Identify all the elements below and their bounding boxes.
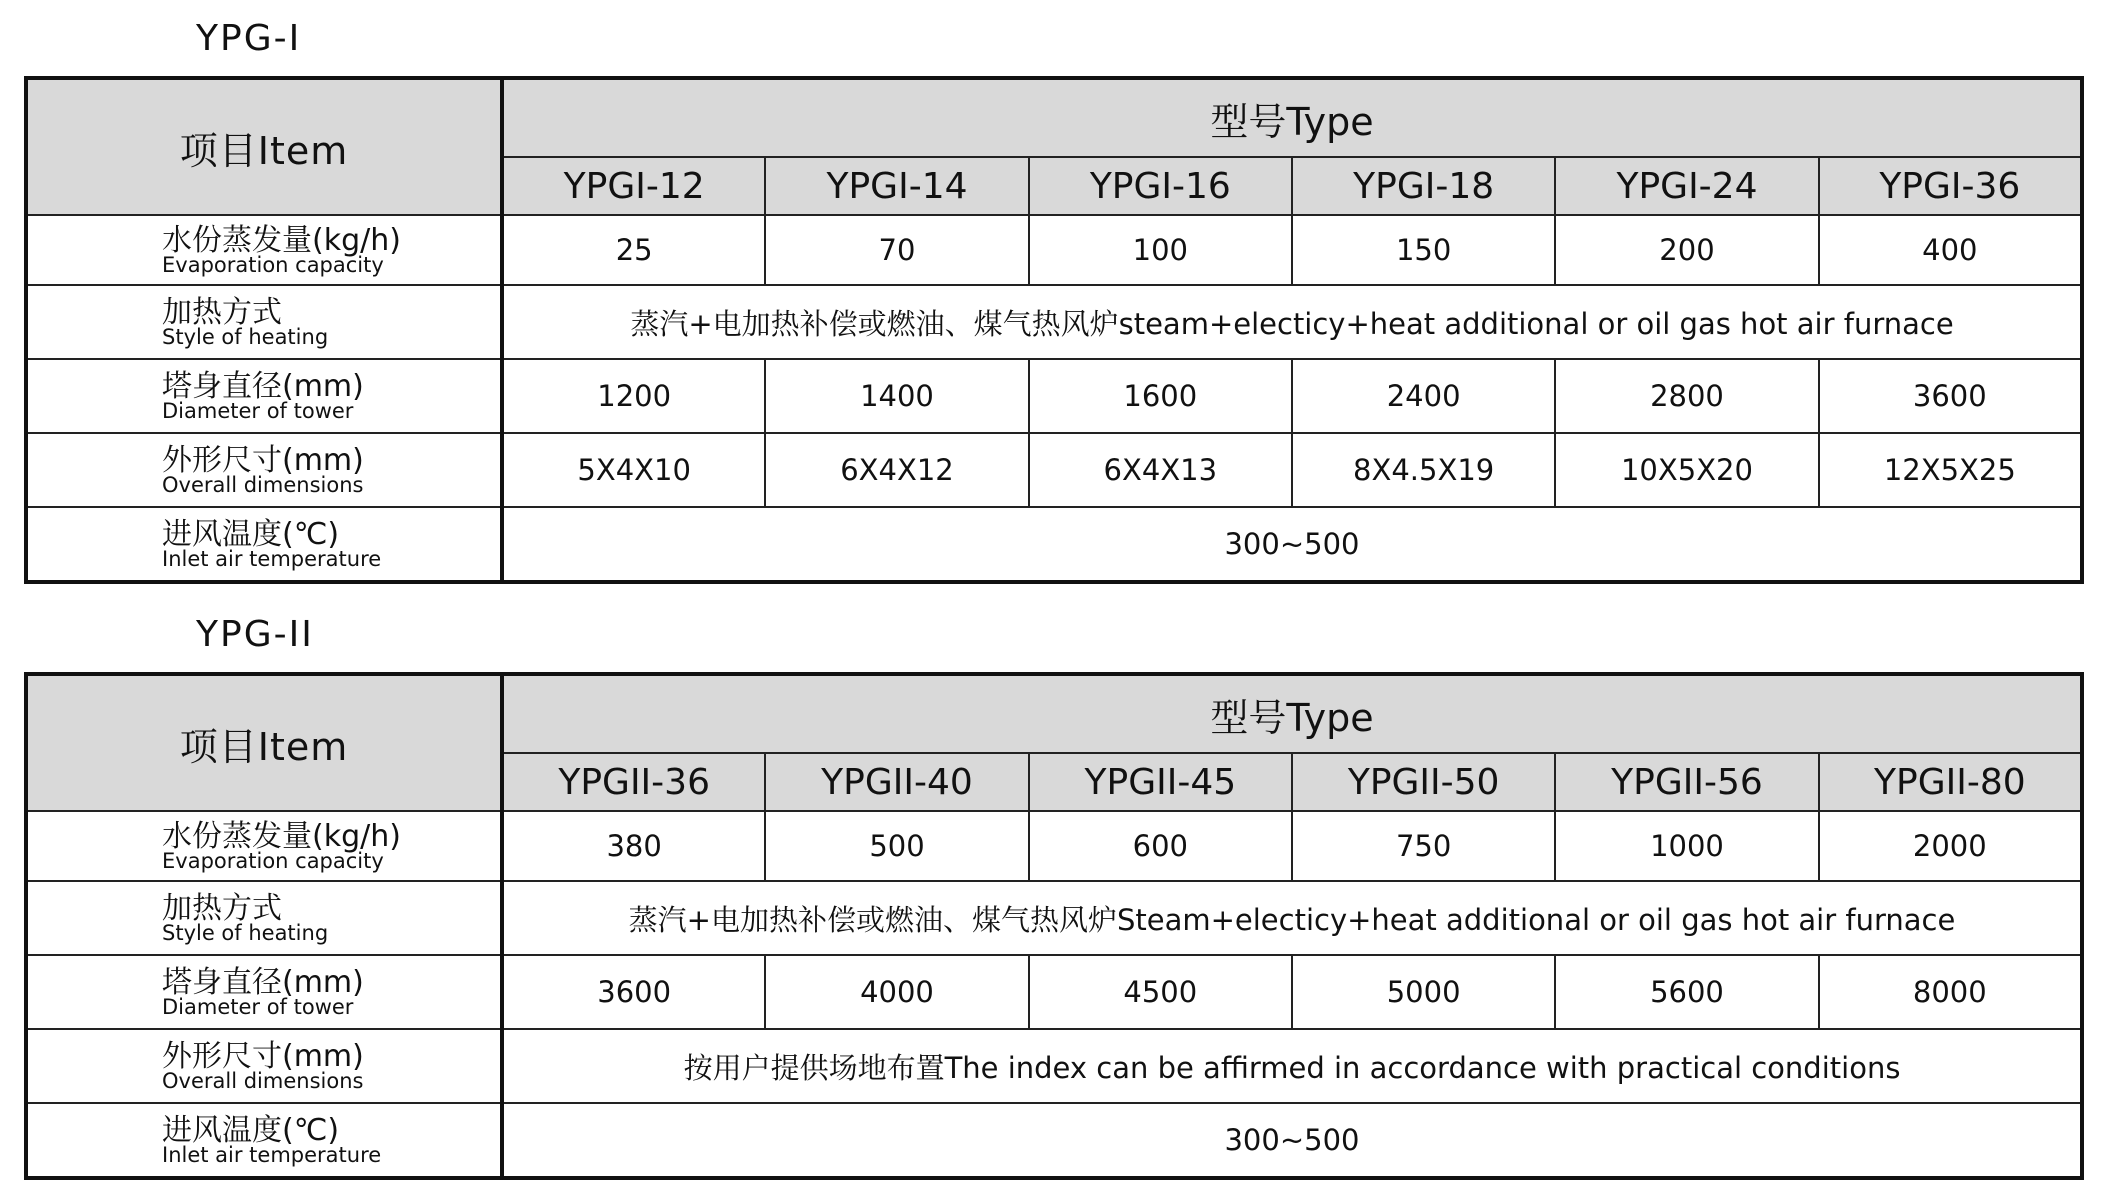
row-label-en: Diameter of tower: [162, 995, 354, 1019]
row-label-cn: 加热方式: [162, 295, 282, 330]
value-cell: 8X4.5X19: [1292, 433, 1555, 507]
model-header: YPGII-50: [1292, 753, 1555, 811]
row-evaporation-capacity: [26, 811, 2082, 881]
row-label-cn: 外形尺寸(mm): [162, 1039, 364, 1074]
value-cell: 4000: [765, 955, 1028, 1029]
value-cell: 10X5X20: [1555, 433, 1818, 507]
row-label-en: Evaporation capacity: [162, 849, 384, 873]
row-label-cn: 加热方式: [162, 891, 282, 926]
row-label-en: Style of heating: [162, 325, 329, 349]
item-header: 项目Item: [26, 78, 502, 215]
value-cell: 200: [1555, 215, 1818, 285]
value-cell: 1400: [765, 359, 1028, 433]
row-label: [26, 881, 502, 955]
model-header: YPGII-80: [1819, 753, 2082, 811]
row-label: [26, 285, 502, 359]
spec-table-ypg-i: [24, 76, 2084, 584]
row-label-cn: 塔身直径(mm): [162, 965, 364, 1000]
row-label: [26, 1103, 502, 1178]
value-cell: 1000: [1555, 811, 1818, 881]
section-title-ypg-i: YPG-I: [196, 18, 302, 59]
row-label: [26, 811, 502, 881]
row-style-of-heating: [26, 285, 2082, 359]
model-header: YPGII-36: [502, 753, 765, 811]
value-cell: 750: [1292, 811, 1555, 881]
value-cell: 380: [502, 811, 765, 881]
value-cell: 600: [1029, 811, 1292, 881]
row-diameter-of-tower: [26, 955, 2082, 1029]
row-overall-dimensions: [26, 1029, 2082, 1103]
value-cell: 2400: [1292, 359, 1555, 433]
row-style-of-heating: [26, 881, 2082, 955]
row-overall-dimensions: [26, 433, 2082, 507]
section-title-ypg-ii: YPG-II: [196, 614, 314, 655]
row-label: [26, 215, 502, 285]
value-cell: 8000: [1819, 955, 2082, 1029]
value-cell: 5600: [1555, 955, 1818, 1029]
value-cell: 6X4X12: [765, 433, 1028, 507]
value-cell: 2800: [1555, 359, 1818, 433]
row-label-en: Evaporation capacity: [162, 253, 384, 277]
merged-value-cell: 蒸汽+电加热补偿或燃油、煤气热风炉Steam+electicy+heat additional or oil gas hot air furnace: [502, 881, 2082, 955]
item-header: 项目Item: [26, 674, 502, 811]
value-cell: 70: [765, 215, 1028, 285]
value-cell: 6X4X13: [1029, 433, 1292, 507]
spec-table-ypg-ii: [24, 672, 2084, 1180]
row-label-cn: 进风温度(℃): [162, 517, 340, 552]
merged-value-cell: 按用户提供场地布置The index can be affirmed in accordance with practical conditions: [502, 1029, 2082, 1103]
value-cell: 500: [765, 811, 1028, 881]
row-evaporation-capacity: [26, 215, 2082, 285]
row-label-en: Inlet air temperature: [162, 1143, 382, 1167]
value-cell: 4500: [1029, 955, 1292, 1029]
model-header: YPGI-36: [1819, 157, 2082, 215]
model-header: YPGII-40: [765, 753, 1028, 811]
row-inlet-air-temperature: [26, 507, 2082, 582]
row-label-cn: 水份蒸发量(kg/h): [162, 819, 401, 854]
row-label-cn: 外形尺寸(mm): [162, 443, 364, 478]
row-label-en: Inlet air temperature: [162, 547, 382, 571]
value-cell: 2000: [1819, 811, 2082, 881]
row-label-cn: 进风温度(℃): [162, 1113, 340, 1148]
model-header: YPGI-12: [502, 157, 765, 215]
row-label-cn: 塔身直径(mm): [162, 369, 364, 404]
row-label: [26, 955, 502, 1029]
row-label: [26, 433, 502, 507]
row-label: [26, 507, 502, 582]
merged-value-cell: 蒸汽+电加热补偿或燃油、煤气热风炉steam+electicy+heat additional or oil gas hot air furnace: [502, 285, 2082, 359]
model-header: YPGII-56: [1555, 753, 1818, 811]
type-header: 型号Type: [502, 674, 2082, 753]
value-cell: 5000: [1292, 955, 1555, 1029]
value-cell: 25: [502, 215, 765, 285]
model-header: YPGI-14: [765, 157, 1028, 215]
row-label: [26, 1029, 502, 1103]
row-label-cn: 水份蒸发量(kg/h): [162, 223, 401, 258]
model-header: YPGI-18: [1292, 157, 1555, 215]
model-header: YPGII-45: [1029, 753, 1292, 811]
value-cell: 5X4X10: [502, 433, 765, 507]
value-cell: 3600: [502, 955, 765, 1029]
model-header: YPGI-24: [1555, 157, 1818, 215]
value-cell: 150: [1292, 215, 1555, 285]
merged-value-cell: 300~500: [502, 507, 2082, 582]
value-cell: 400: [1819, 215, 2082, 285]
row-inlet-air-temperature: [26, 1103, 2082, 1178]
value-cell: 100: [1029, 215, 1292, 285]
row-label-en: Overall dimensions: [162, 1069, 364, 1093]
row-label-en: Diameter of tower: [162, 399, 354, 423]
value-cell: 1600: [1029, 359, 1292, 433]
row-diameter-of-tower: [26, 359, 2082, 433]
merged-value-cell: 300~500: [502, 1103, 2082, 1178]
value-cell: 1200: [502, 359, 765, 433]
model-header: YPGI-16: [1029, 157, 1292, 215]
value-cell: 12X5X25: [1819, 433, 2082, 507]
row-label-en: Style of heating: [162, 921, 329, 945]
row-label: [26, 359, 502, 433]
type-header: 型号Type: [502, 78, 2082, 157]
value-cell: 3600: [1819, 359, 2082, 433]
row-label-en: Overall dimensions: [162, 473, 364, 497]
